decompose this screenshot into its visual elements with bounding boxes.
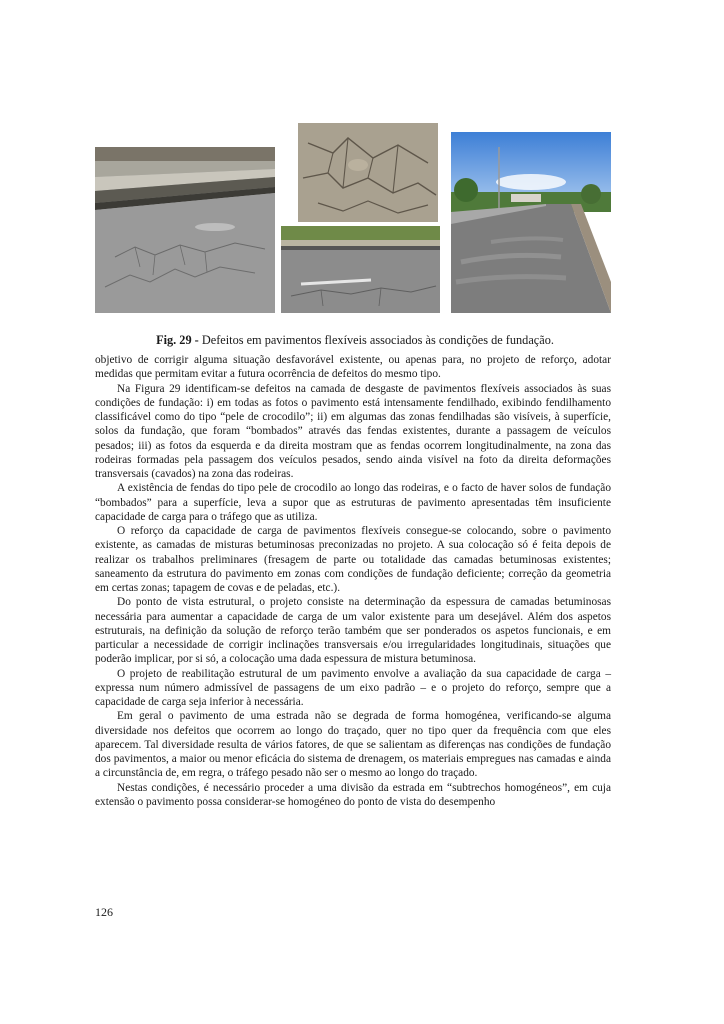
paragraph: Na Figura 29 identificam-se defeitos na camada de desgaste de pavimentos flexíveis associados às suas condições de fundação: i) em todas as fotos o pavimento está intensamente fendilhado, exibindo fendilhamento classificável como do tipo “pele de crocodilo”; ii) em algumas das zonas fendilhadas são visíveis, à superfície, solos da fundação, que foram “bombados” através das fendas existentes, durante a passagem de veículos pesados; iii) as fotos da esquerda e da direita mostram que as fendas ocorrem longitudinalmente, na zona das rodeiras formadas pela passagem dos veículos pesados, sendo ainda visível na foto da direita deformações transversais (cavados) na zona das rodeiras. (95, 382, 611, 480)
figure-caption-text: Defeitos em pavimentos flexíveis associados às condições de fundação. (201, 333, 554, 347)
figure-label: Fig. 29 - (156, 333, 199, 347)
paragraph: Em geral o pavimento de uma estrada não se degrada de forma homogénea, verificando-se alguma diversidade nos defeitos que ocorrem ao longo do traçado, quer no tipo quer da frequência com que eles aparecem. Tal diversidade resulta de vários fatores, de que se salientam as diferenças nas condições de fundação dos pavimentos, a maior ou menor eficácia do sistema de drenagem, os materiais empregues nas camadas e ainda a circunstância de, em regra, o tráfego pesado não ser o mesmo ao longo do traçado. (95, 710, 611, 780)
paragraph: Nestas condições, é necessário proceder a uma divisão da estrada em “subtrechos homogéneos”, em cuja extensão o pavimento possa considerar-se homogéneo do ponto de vista do desempenho (95, 781, 611, 808)
rutting-road-photo (451, 132, 611, 313)
road-left-photo-icon (95, 147, 275, 313)
body-text (95, 353, 611, 809)
crocodile-cracking-closeup-photo-icon (298, 123, 438, 222)
longitudinal-crack-road-photo-icon (281, 226, 440, 313)
rutting-road-photo-icon (451, 132, 611, 313)
paragraph: Do ponto de vista estrutural, o projeto consiste na determinação da espessura de camadas betuminosas necessária para aumentar a capacidade de carga de um valor existente para um desejável. Além dos aspetos estruturais, na definição da solução de reforço terão também que ser ponderados os aspetos funcionais, e em particular a necessidade de corrigir inclinações transversais e/ou irregularidades longitudinais, situações que poderão implicar, por si só, a colocação uma dada espessura de mistura betuminosa. (95, 596, 611, 666)
paragraph: A existência de fendas do tipo pele de crocodilo ao longo das rodeiras, e o facto de haver solos de fundação “bombados” para a superfície, leva a supor que as estruturas de pavimento apresentadas têm insuficiente capacidade de carga para o tráfego que as utiliza. (95, 482, 611, 523)
figure-caption (95, 333, 615, 348)
page-number: 126 (95, 905, 113, 919)
paragraph: O reforço da capacidade de carga de pavimentos flexíveis consegue-se colocando, sobre o pavimento existente, as camadas de misturas betuminosas preconizadas no projeto. A sua colocação só é feita depois de realizar os trabalhos preliminares (fresagem de parte ou totalidade das camadas betuminosas existentes; saneamento da estrutura do pavimento em zonas com condições de fundação deficiente; correção da geometria em certas zonas; tapagem de covas e de peladas, etc.). (95, 525, 611, 594)
road-left-photo (95, 147, 275, 313)
longitudinal-crack-road-photo (281, 226, 440, 313)
paragraph: objetivo de corrigir alguma situação desfavorável existente, ou apenas para, no projeto de reforço, adotar medidas que permitam evitar a futura ocorrência de defeitos do mesmo tipo. (95, 354, 611, 381)
paragraph: O projeto de reabilitação estrutural de um pavimento envolve a avaliação da sua capacidade de carga – expressa num número admissível de passagens de um eixo padrão – e o projeto do reforço, sempre que a capacidade de carga seja inferior à necessária. (95, 667, 611, 708)
crocodile-cracking-closeup-photo (298, 123, 438, 222)
